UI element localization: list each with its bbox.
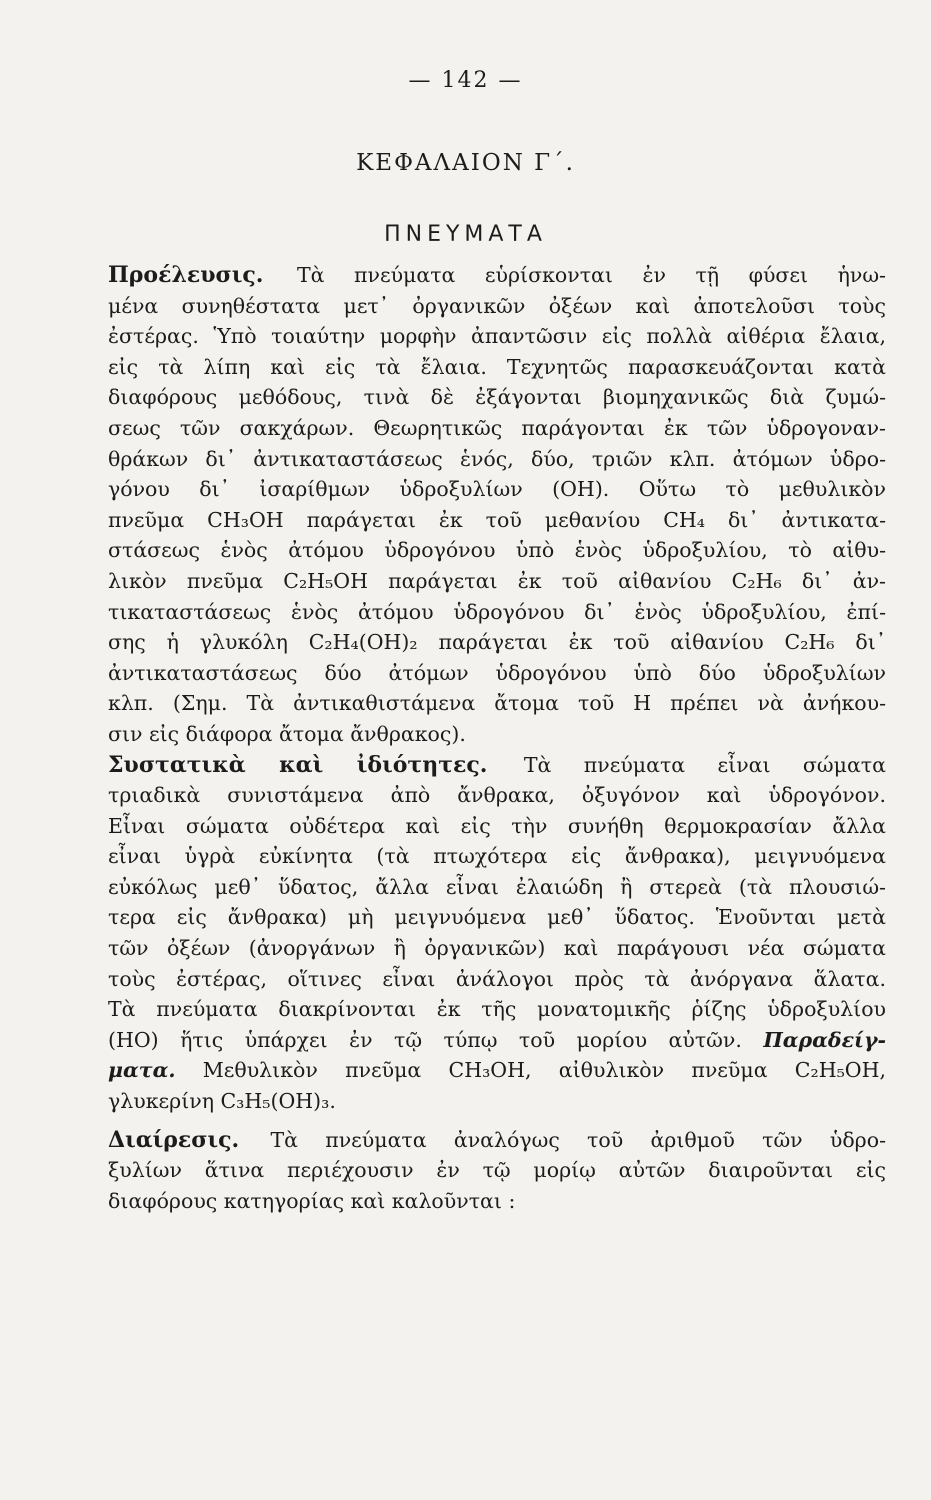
text-line: ματα. Μεθυλικὸν πνεῦμα CH₃OH, αἰθυλικὸν πνεῦμα C₂H₅OH, (108, 1058, 886, 1083)
text-line: τερα εἰς ἄνθρακα) μὴ μειγνυόμενα μεθ᾽ ὕδατος. Ἑνοῦνται μετὰ (108, 905, 886, 930)
text-line: Διαίρεσις. Τὰ πνεύματα ἀναλόγως τοῦ ἀριθμοῦ τῶν ὑδρο- (108, 1126, 886, 1153)
text-line: ἐστέρας. Ὑπὸ τοιαύτην μορφὴν ἀπαντῶσιν εἰς πολλὰ αἰθέρια ἔλαια, (108, 324, 886, 349)
text-line: κλπ. (Σημ. Τὰ ἀντικαθιστάμενα ἄτομα τοῦ Η πρέπει νὰ ἀνήκου- (108, 691, 886, 716)
body-text (108, 260, 886, 1216)
division-heading: Διαίρεσις. (108, 1126, 240, 1153)
text-line: τριαδικὰ συνιστάμενα ἀπὸ ἄνθρακα, ὀξυγόνον καὶ ὑδρογόνον. (108, 783, 886, 808)
text-line: εὐκόλως μεθ᾽ ὕδατος, ἄλλα εἶναι ἐλαιώδη ἢ στερεὰ (τὰ πλουσιώ- (108, 874, 886, 899)
text-line: σης ἡ γλυκόλη C₂H₄(OH)₂ παράγεται ἐκ τοῦ αἰθανίου C₂H₆ δι᾽ (108, 630, 886, 655)
text-line: διαφόρους μεθόδους, τινὰ δὲ ἐξάγονται βιομηχανικῶς διὰ ζυμώ- (108, 385, 886, 410)
text-line: γλυκερίνη C₃H₅(OH)₃. (108, 1089, 336, 1114)
text-line: σιν εἰς διάφορα ἄτομα ἄνθρακος). (108, 721, 466, 746)
text-line: ξυλίων ἅτινα περιέχουσιν ἐν τῷ μορίῳ αὐτῶν διαιροῦνται εἰς (108, 1158, 886, 1183)
text-line: Προέλευσις. Τὰ πνεύματα εὑρίσκονται ἐν τῇ φύσει ἡνω- (108, 262, 886, 288)
text-line: Συστατικὰ καὶ ἰδιότητες. Τὰ πνεύματα εἶναι σώματα (108, 751, 886, 778)
page-number: — 142 — (408, 68, 523, 93)
text-line: εἰς τὰ λίπη καὶ εἰς τὰ ἔλαια. Τεχνητῶς παρασκευάζονται κατὰ (108, 354, 886, 379)
origin-heading: Προέλευσις. (108, 262, 264, 288)
text-line: διαφόρους κατηγορίας καὶ καλοῦνται : (108, 1188, 516, 1213)
text-line: τικαταστάσεως ἑνὸς ἀτόμου ὑδρογόνου δι᾽ ἑνὸς ὑδροξυλίου, ἐπί- (108, 599, 886, 624)
text-line: (ΗΟ) ἥτις ὑπάρχει ἐν τῷ τύπῳ τοῦ μορίου αὐτῶν. Παραδείγ- (108, 1027, 886, 1052)
text-line: ἀντικαταστάσεως δύο ἀτόμων ὑδρογόνου ὑπὸ δύο ὑδροξυλίων (108, 660, 886, 685)
chapter-heading: ΚΕΦΑΛΑΙΟΝ Γ΄. (356, 150, 575, 176)
text-line: εἶναι ὑγρὰ εὐκίνητα (τὰ πτωχότερα εἰς ἄνθρακα), μειγνυόμενα (108, 844, 886, 869)
text-line: τοὺς ἐστέρας, οἵτινες εἶναι ἀνάλογοι πρὸς τὰ ἀνόργανα ἅλατα. (108, 966, 886, 991)
page-title: ΠΝΕΥΜΑΤΑ (384, 222, 547, 247)
text-line: θράκων δι᾽ ἀντικαταστάσεως ἑνός, δύο, τριῶν κλπ. ἀτόμων ὑδρο- (108, 446, 886, 471)
text-line: μένα συνηθέστατα μετ᾽ ὀργανικῶν ὀξέων καὶ ἀποτελοῦσι τοὺς (108, 293, 886, 318)
text-line: λικὸν πνεῦμα C₂H₅OH παράγεται ἐκ τοῦ αἰθανίου C₂H₆ δι᾽ ἀν- (108, 568, 886, 593)
text-line: τῶν ὀξέων (ἀνοργάνων ἢ ὀργανικῶν) καὶ παράγουσι νέα σώματα (108, 936, 886, 961)
text-line: πνεῦμα CH₃OH παράγεται ἐκ τοῦ μεθανίου CH₄ δι᾽ ἀντικατα- (108, 507, 886, 532)
properties-heading: Συστατικὰ καὶ ἰδιότητες. (108, 751, 488, 778)
text-line: Εἶναι σώματα οὐδέτερα καὶ εἰς τὴν συνήθη θερμοκρασίαν ἄλλα (108, 813, 886, 838)
text-line: στάσεως ἑνὸς ἀτόμου ὑδρογόνου ὑπὸ ἑνὸς ὑδροξυλίου, τὸ αἰθυ- (108, 538, 886, 563)
examples-label: Παραδείγ- (763, 1027, 886, 1052)
text-line: σεως τῶν σακχάρων. Θεωρητικῶς παράγονται ἐκ τῶν ὑδρογοναν- (108, 415, 886, 440)
text-line: Τὰ πνεύματα διακρίνονται ἐκ τῆς μονατομικῆς ῥίζης ὑδροξυλίου (108, 997, 886, 1022)
text-line: γόνου δι᾽ ἰσαρίθμων ὑδροξυλίων (ΟΗ). Οὕτω τὸ μεθυλικὸν (108, 477, 886, 502)
